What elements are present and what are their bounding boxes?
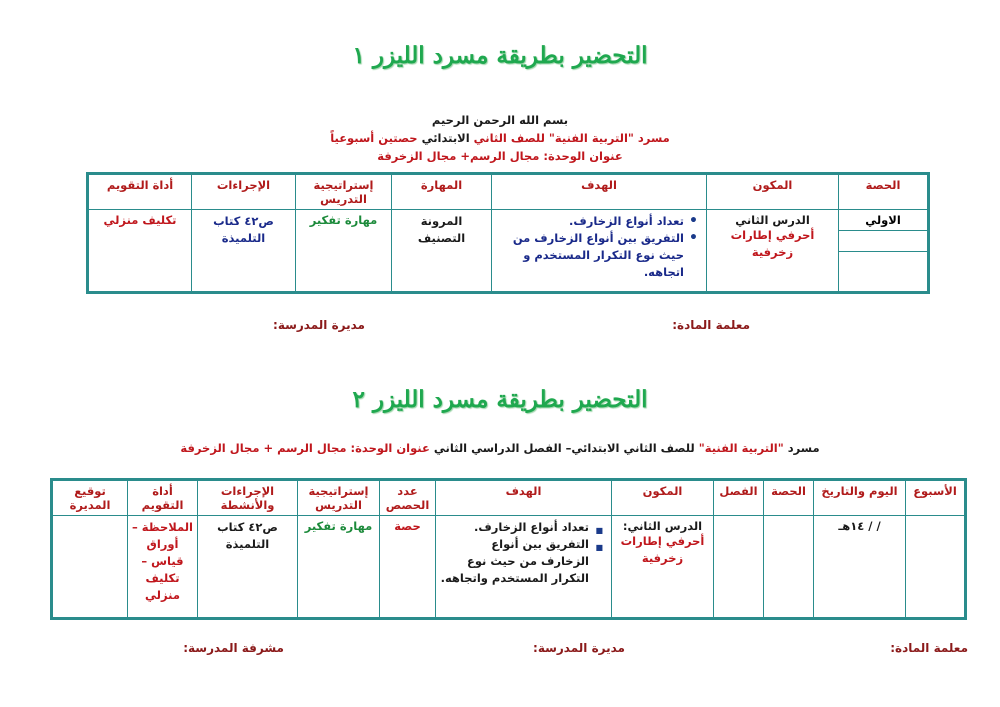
supervisor-signature: مشرفة المدرسة: (183, 641, 284, 655)
section1-title: التحضير بطريقة مسرد الليزر ١ (352, 42, 648, 69)
lesson-plan-table-2 (50, 478, 967, 620)
header-component: المكون (707, 174, 839, 210)
table-row (88, 210, 929, 293)
goal-item: • تعداد أنواع الزخارف. (496, 213, 698, 230)
header-component: المكون (612, 480, 714, 516)
subject-prefix: مسرد (783, 441, 820, 455)
header-period: الحصة (839, 174, 929, 210)
period-cell (839, 210, 929, 293)
strategy-cell: مهارة تفكير (298, 516, 380, 619)
sessions-text: حصتين أسبوعياً (330, 131, 418, 145)
stage-text: الابتدائي (417, 131, 474, 145)
lesson-plan-table-1 (86, 172, 930, 294)
table-row (52, 516, 966, 619)
period-cell (764, 516, 814, 619)
header-count: عدد الحصص (380, 480, 436, 516)
teacher-signature: معلمة المادة: (672, 318, 750, 332)
header-strategy: إستراتيجية التدريس (296, 174, 392, 210)
header-week: الأسبوع (906, 480, 966, 516)
principal-signature: مديرة المدرسة: (273, 318, 365, 332)
grade-text: الثاني (473, 131, 507, 145)
component-cell (612, 516, 714, 619)
header-procedures: الإجراءات (192, 174, 296, 210)
section2-subject-line (0, 440, 1000, 457)
section1-subject-line (0, 130, 1000, 147)
signature-cell (52, 516, 128, 619)
component-lesson: الدرس الثاني (735, 213, 810, 227)
subject-text: مسرد "التربية الفنية" للصف (506, 131, 670, 145)
period-empty-2 (839, 252, 927, 274)
header-procedures: الإجراءات والأنشطة (198, 480, 298, 516)
grade-term-text: للصف الثاني الابتدائي– الفصل الدراسي الثاني (429, 441, 699, 455)
header-signature: توقيع المديرة (52, 480, 128, 516)
section2-title: التحضير بطريقة مسرد الليزر ٢ (352, 386, 648, 413)
header-assessment: أداة التقويم (128, 480, 198, 516)
header-goal: الهدف (492, 174, 707, 210)
header-date: اليوم والتاريخ (814, 480, 906, 516)
week-cell (906, 516, 966, 619)
header-period: الحصة (764, 480, 814, 516)
procedures-cell: ص٤٢ كتاب التلميذة (192, 210, 296, 293)
table-header-row (52, 480, 966, 516)
goal-cell (436, 516, 612, 619)
date-cell: / / ١٤هـ (814, 516, 906, 619)
principal-signature: مديرة المدرسة: (533, 641, 625, 655)
component-topic: أحرفي إطارات زخرفية (730, 228, 815, 259)
component-cell (707, 210, 839, 293)
component-lesson: الدرس الثاني: (622, 519, 703, 533)
assessment-cell: الملاحظة – أوراق قياس – تكليف منزلي (128, 516, 198, 619)
table-header-row (88, 174, 929, 210)
period-value: الاولي (839, 210, 927, 231)
goal-list (496, 213, 702, 281)
strategy-cell: مهارة تفكير (296, 210, 392, 293)
class-cell (714, 516, 764, 619)
component-topic: أحرفي إطارات زخرفية (620, 534, 705, 565)
header-goal: الهدف (436, 480, 612, 516)
count-cell: حصة (380, 516, 436, 619)
goal-cell (492, 210, 707, 293)
assessment-cell: تكليف منزلي (88, 210, 192, 293)
unit-title: عنوان الوحدة: مجال الرسم + مجال الزخرفة (180, 441, 430, 455)
period-empty-1 (839, 231, 927, 252)
basmala: بسم الله الرحمن الرحيم (431, 113, 569, 127)
subject-name: "التربية الفنية" (698, 441, 784, 455)
header-assessment: أداة التقويم (88, 174, 192, 210)
header-skill: المهارة (392, 174, 492, 210)
goal-item: ■ تعداد أنواع الزخارف. (440, 519, 603, 536)
goal-list (440, 519, 607, 587)
header-class: الفصل (714, 480, 764, 516)
teacher-signature: معلمة المادة: (890, 641, 968, 655)
procedures-cell: ص٤٢ كتاب التلميذة (198, 516, 298, 619)
section1-unit-title: عنوان الوحدة: مجال الرسم+ مجال الزخرفة (377, 149, 623, 163)
goal-item: • التفريق بين أنواع الزخارف من حيث نوع التكرار المستخدم و اتجاهه. (496, 230, 698, 281)
goal-item: ■ التفريق بين أنواع الزخارف من حيث نوع التكرار المستخدم واتجاهه. (440, 536, 603, 587)
skill-cell: المرونة التصنيف (392, 210, 492, 293)
header-strategy: إستراتيجية التدريس (298, 480, 380, 516)
